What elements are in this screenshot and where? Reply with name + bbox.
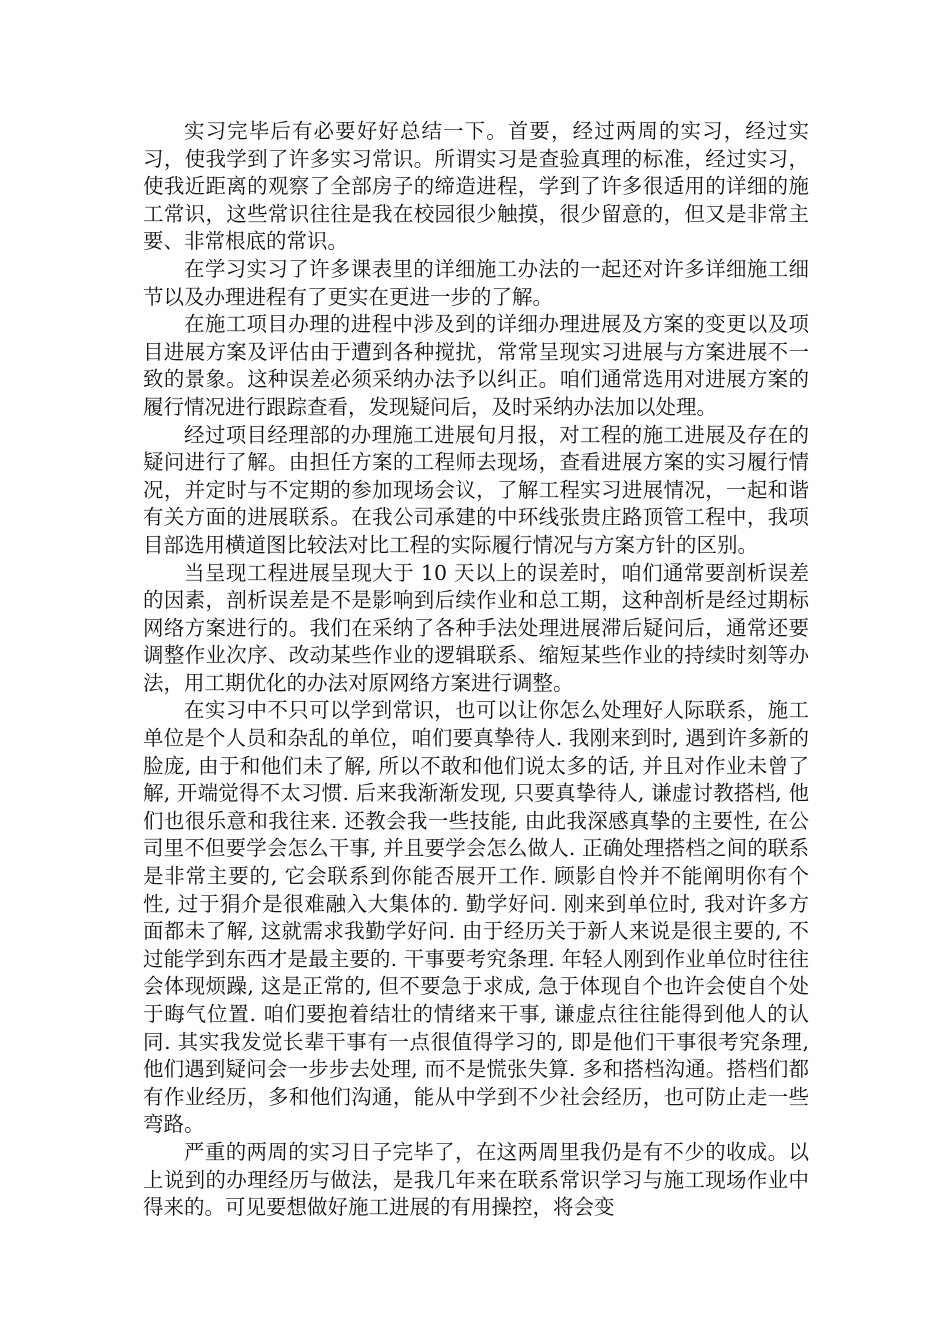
paragraph-1: 实习完毕后有必要好好总结一下。首要，经过两周的实习，经过实习，使我学到了许多实习常识。所谓实习是查验真理的标准，经过实习，使我近距离的观察了全部房子的缔造进程，学到了许多很适用的详细的施工常识，这些常识往往是我在校园很少触摸，很少留意的，但又是非常主要、非常根底的常识。 xyxy=(143,119,809,254)
paragraph-7: 严重的两周的实习日子完毕了，在这两周里我仍是有不少的收成。以上说到的办理经历与做法，是我几年来在联系常识学习与施工现场作业中得来的。可见要想做好施工进展的有用操控，将会变 xyxy=(143,1139,809,1220)
paragraph-2: 在学习实习了许多课表里的详细施工办法的一起还对许多详细施工细节以及办理进程有了更实在更进一步的了解。 xyxy=(143,256,809,309)
document-body xyxy=(143,118,809,1222)
paragraph-5: 当呈现工程进展呈现大于 10 天以上的误差时，咱们通常要剖析误差的因素，剖析误差是不是影响到后续作业和总工期，这种剖析是经过期标网络方案进行的。我们在采纳了各种手法处理进展滞后疑问后，通常还要调整作业次序、改动某些作业的逻辑联系、缩短某些作业的持续时刻等办法，用工期优化的办法对原网络方案进行调整。 xyxy=(143,560,809,695)
paragraph-3: 在施工项目办理的进程中涉及到的详细办理进展及方案的变更以及项目进展方案及评估由于遭到各种搅扰，常常呈现实习进展与方案进展不一致的景象。这种误差必须采纳办法予以纠正。咱们通常选用对进展方案的履行情况进行跟踪查看，发现疑问后，及时采纳办法加以处理。 xyxy=(143,312,809,419)
paragraph-6: 在实习中不只可以学到常识，也可以让你怎么处理好人际联系，施工单位是个人员和杂乱的单位，咱们要真挚待人. 我刚来到时, 遇到许多新的脸庞, 由于和他们未了解, 所以不敢和他们说太多的话, 并且对作业未曾了解, 开端觉得不太习惯. 后来我渐渐发现, 只要真挚待人, 谦虚讨教搭档, 他们也很乐意和我往来. 还教会我一些技能, 由此我深感真挚的主要性, 在公司里不但要学会怎么干事, 并且要学会怎么做人. 正确处理搭档之间的联系是非常主要的, 它会联系到你能否展开工作. 顾影自怜并不能阐明你有个性, 过于狷介是很难融入大集体的. 勤学好问. 刚来到单位时, 我对许多方面都未了解, 这就需求我勤学好问. 由于经历关于新人来说是很主要的, 不过能学到东西才是最主要的. 干事要考究条理. 年轻人刚到作业单位时往往会体现烦躁, 这是正常的, 但不要急于求成, 急于体现自个也许会使自个处于晦气位置. 咱们要抱着结壮的情绪来干事, 谦虚点往往能得到他人的认同. 其实我发觉长辈干事有一点很值得学习的, 即是他们干事很考究条理, 他们遇到疑问会一步步去处理, 而不是慌张失算. 多和搭档沟通。搭档们都有作业经历，多和他们沟通，能从中学到不少社会经历，也可防止走一些弯路。 xyxy=(143,698,809,1137)
paragraph-4: 经过项目经理部的办理施工进展旬月报，对工程的施工进展及存在的疑问进行了解。由担任方案的工程师去现场，查看进展方案的实习履行情况，并定时与不定期的参加现场会议，了解工程实习进展情况，一起和谐有关方面的进展联系。在我公司承建的中环线张贵庄路顶管工程中，我项目部选用横道图比较法对比工程的实际履行情况与方案方针的区别。 xyxy=(143,422,809,557)
